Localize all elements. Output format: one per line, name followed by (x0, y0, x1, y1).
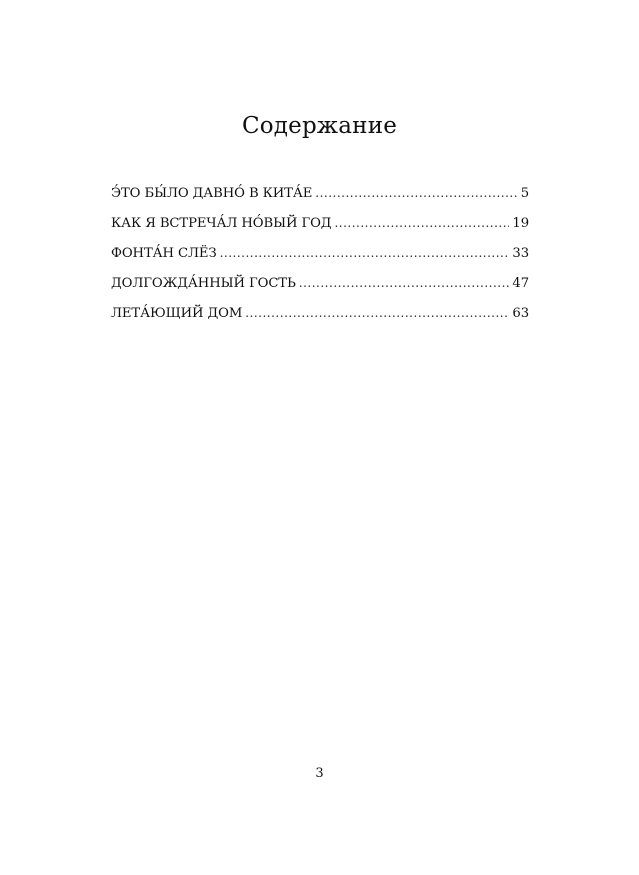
dot-leader (334, 216, 509, 230)
toc-entry-page: 33 (512, 246, 529, 261)
toc-entry[interactable] (111, 246, 529, 276)
toc-entry-title: КАК Я ВСТРЕЧА́Л НО́ВЫЙ ГОД (111, 216, 332, 231)
toc-entry-page: 5 (520, 186, 529, 201)
toc-entry-title: ЛЕТА́ЮЩИЙ ДОМ (111, 306, 243, 321)
dot-leader (315, 186, 517, 200)
page-number: 3 (315, 766, 324, 781)
toc-entry[interactable] (111, 306, 529, 336)
dot-leader (299, 276, 510, 290)
toc-entry-page: 63 (512, 306, 529, 321)
toc-entry[interactable] (111, 276, 529, 306)
toc-entry-page: 47 (512, 276, 529, 291)
toc-entry[interactable] (111, 186, 529, 216)
dot-leader (220, 246, 510, 260)
toc-entry-title: ДОЛГОЖДА́ННЫЙ ГОСТЬ (111, 276, 296, 291)
toc-entry-title: ФОНТА́Н СЛЁЗ (111, 246, 217, 261)
dot-leader (245, 306, 509, 320)
page-title: Содержание (241, 113, 398, 139)
toc-entry-page: 19 (512, 216, 529, 231)
table-of-contents (111, 186, 529, 336)
toc-entry[interactable] (111, 216, 529, 246)
toc-entry-title: Э́ТО БЫ́ЛО ДАВНО́ В КИТА́Е (111, 186, 313, 201)
